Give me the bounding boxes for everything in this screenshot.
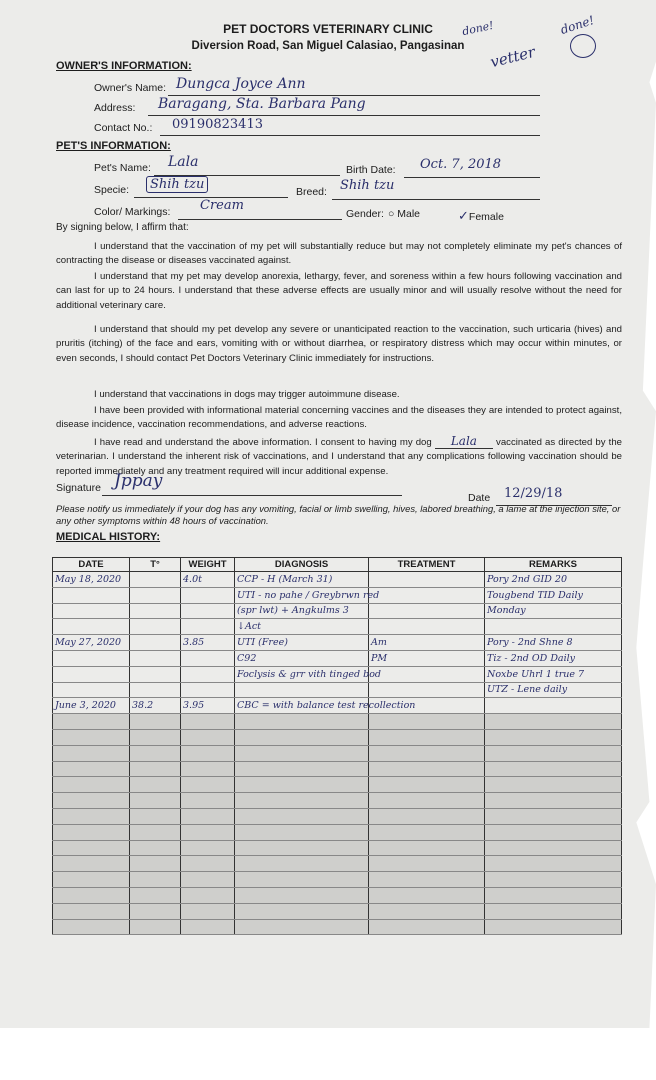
- table-cell: [130, 682, 181, 698]
- table-cell: [369, 824, 485, 840]
- table-cell: May 18, 2020: [53, 572, 130, 588]
- table-cell: Pory 2nd GID 20: [485, 572, 622, 588]
- consent-paragraph-4: I understand that vaccinations in dogs may trigger autoimmune disease.: [94, 389, 400, 400]
- table-cell: [369, 793, 485, 809]
- table-cell: [53, 666, 130, 682]
- medical-history-table: [52, 557, 622, 935]
- table-cell: [369, 729, 485, 745]
- table-cell: [130, 887, 181, 903]
- table-cell: Am: [369, 635, 485, 651]
- table-cell: [369, 872, 485, 888]
- table-cell: [53, 777, 130, 793]
- owner-contact-value: 09190823413: [172, 117, 263, 132]
- table-row: [53, 714, 622, 730]
- table-cell: [369, 682, 485, 698]
- table-cell: [181, 603, 235, 619]
- medical-section-title: MEDICAL HISTORY:: [56, 531, 161, 543]
- table-cell: UTI (Free): [235, 635, 369, 651]
- table-cell: May 27, 2020: [53, 635, 130, 651]
- table-cell: [130, 903, 181, 919]
- table-cell: [130, 840, 181, 856]
- table-cell: [369, 603, 485, 619]
- col-temp: T°: [130, 558, 181, 572]
- table-cell: [181, 729, 235, 745]
- margin-note-done-2: done!: [558, 13, 596, 37]
- consent-intro: By signing below, I affirm that:: [56, 222, 189, 233]
- table-cell: [485, 777, 622, 793]
- table-cell: [130, 650, 181, 666]
- owner-name-value: Dungca Joyce Ann: [176, 76, 306, 92]
- col-diagnosis: DIAGNOSIS: [235, 558, 369, 572]
- clinic-address: Diversion Road, San Miguel Calasiao, Pangasinan: [191, 40, 465, 52]
- specie-label: Specie:: [94, 184, 130, 196]
- breed-label: Breed:: [296, 186, 327, 198]
- table-cell: [181, 903, 235, 919]
- table-row: [53, 650, 622, 666]
- table-cell: [53, 856, 130, 872]
- table-cell: Pory - 2nd Shne 8: [485, 635, 622, 651]
- table-cell: [369, 572, 485, 588]
- table-row: [53, 887, 622, 903]
- table-cell: [485, 872, 622, 888]
- owner-section-title: OWNER'S INFORMATION:: [56, 60, 192, 72]
- table-cell: [369, 587, 485, 603]
- table-cell: C92: [235, 650, 369, 666]
- table-cell: [181, 887, 235, 903]
- table-cell: [53, 919, 130, 935]
- signature-label: Signature: [56, 482, 101, 494]
- table-cell: [369, 903, 485, 919]
- table-cell: [369, 666, 485, 682]
- table-cell: [181, 824, 235, 840]
- table-row: [53, 587, 622, 603]
- table-cell: [181, 666, 235, 682]
- color-label: Color/ Markings:: [94, 206, 171, 218]
- table-cell: [485, 619, 622, 635]
- owner-address-label: Address:: [94, 102, 136, 114]
- table-cell: [181, 745, 235, 761]
- birth-date-value: Oct. 7, 2018: [420, 157, 502, 172]
- gender-female-option: [458, 208, 504, 224]
- table-cell: Foclysis & grr vith tinged bod: [235, 666, 369, 682]
- table-cell: [53, 761, 130, 777]
- table-cell: [369, 887, 485, 903]
- table-cell: 38.2: [130, 698, 181, 714]
- table-cell: [130, 824, 181, 840]
- signature-value: Jppay: [114, 471, 163, 491]
- table-cell: UTZ - Lene daily: [485, 682, 622, 698]
- table-cell: PM: [369, 650, 485, 666]
- table-row: [53, 572, 622, 588]
- col-remarks: REMARKS: [485, 558, 622, 572]
- table-cell: ↓Act: [235, 619, 369, 635]
- circled-mark: [570, 34, 596, 58]
- table-cell: [53, 840, 130, 856]
- table-cell: [53, 587, 130, 603]
- gender-label: Gender:: [346, 208, 384, 220]
- table-row: [53, 698, 622, 714]
- table-cell: June 3, 2020: [53, 698, 130, 714]
- table-cell: [53, 650, 130, 666]
- table-row: [53, 793, 622, 809]
- table-cell: [369, 856, 485, 872]
- table-cell: [53, 729, 130, 745]
- table-cell: 3.95: [181, 698, 235, 714]
- table-cell: [485, 714, 622, 730]
- consent-paragraph-5: I have been provided with informational material concerning vaccines and the diseases they are intended to protect against, disease incidence, vaccination recommendations, and adverse reactions.: [56, 405, 622, 431]
- table-cell: [130, 745, 181, 761]
- table-row: [53, 729, 622, 745]
- table-cell: [130, 603, 181, 619]
- table-cell: Noxbe Uhrl 1 true 7: [485, 666, 622, 682]
- table-cell: [369, 777, 485, 793]
- table-cell: [53, 872, 130, 888]
- table-row: [53, 903, 622, 919]
- owner-name-label: Owner's Name:: [94, 82, 167, 94]
- table-cell: [130, 619, 181, 635]
- table-cell: [235, 793, 369, 809]
- table-cell: [181, 919, 235, 935]
- table-cell: [485, 761, 622, 777]
- table-cell: [130, 714, 181, 730]
- clinic-name: PET DOCTORS VETERINARY CLINIC: [223, 22, 433, 36]
- consent-dog-name: Lala: [435, 434, 493, 449]
- table-cell: [485, 856, 622, 872]
- table-row: [53, 872, 622, 888]
- date-value: 12/29/18: [504, 486, 563, 501]
- table-row: [53, 840, 622, 856]
- table-cell: [53, 619, 130, 635]
- col-treatment: TREATMENT: [369, 558, 485, 572]
- table-cell: UTI - no pahe / Greybrwn red: [235, 587, 369, 603]
- table-cell: [53, 903, 130, 919]
- table-cell: [181, 872, 235, 888]
- table-cell: [130, 572, 181, 588]
- table-cell: [369, 808, 485, 824]
- table-cell: [181, 650, 235, 666]
- consent-text-a: I have read and understand the above information. I consent to having my dog: [94, 437, 432, 448]
- table-cell: [485, 745, 622, 761]
- table-cell: [235, 761, 369, 777]
- table-cell: [235, 903, 369, 919]
- table-cell: [130, 777, 181, 793]
- table-cell: [130, 808, 181, 824]
- consent-paragraph-3: I understand that should my pet develop any severe or unanticipated reaction to the vaccination, such urticaria (hives) and pruritis (itching) of the face and ears, vomiting with or without diarrhea, or respiratory distress which may occur within minutes, or even seconds, I should contact Pet Doctors Veterinary Clinic immediately for instructions.: [56, 324, 622, 364]
- specie-value: Shih tzu: [146, 176, 208, 193]
- col-date: DATE: [53, 558, 130, 572]
- table-row: [53, 761, 622, 777]
- consent-paragraph-2: I understand that my pet may develop anorexia, lethargy, fever, and soreness within a few hours following vaccination and can last for up to 24 hours. I understand that these adverse effects are usually minor and will usually resolve without the need for additional veterinary care.: [56, 271, 622, 311]
- table-cell: CCP - H (March 31): [235, 572, 369, 588]
- table-cell: [235, 919, 369, 935]
- color-value: Cream: [200, 198, 244, 213]
- table-cell: [485, 808, 622, 824]
- table-cell: [369, 714, 485, 730]
- table-cell: [130, 793, 181, 809]
- consent-paragraph-1: I understand that the vaccination of my pet will substantially reduce but may not completely eliminate my pet's chances of contracting the disease or diseases vaccinated against.: [56, 241, 622, 267]
- table-cell: [53, 745, 130, 761]
- female-check-icon: ✓: [458, 208, 469, 223]
- table-cell: [485, 887, 622, 903]
- table-cell: [130, 872, 181, 888]
- table-cell: [181, 761, 235, 777]
- consent-text-b: vaccinated as directed by the veterinarian. I understand the inherent risk of vaccinations, and I understand that any complications following vaccination should be reported immediately and any treatment required will incur additional expense.: [56, 437, 622, 477]
- table-cell: [369, 919, 485, 935]
- table-cell: [53, 824, 130, 840]
- table-cell: [485, 824, 622, 840]
- table-cell: [235, 856, 369, 872]
- table-cell: [235, 840, 369, 856]
- table-cell: [181, 714, 235, 730]
- table-cell: [235, 777, 369, 793]
- table-cell: [235, 714, 369, 730]
- table-cell: 3.85: [181, 635, 235, 651]
- date-label: Date: [468, 492, 491, 504]
- notification-notice: Please notify us immediately if your dog has any vomiting, facial or limb swelling, hives, labored breathing, a lame at the injection site, or any other symptoms within 48 hours of vaccination.: [56, 503, 621, 526]
- table-cell: [130, 919, 181, 935]
- table-row: [53, 777, 622, 793]
- table-cell: [369, 619, 485, 635]
- table-cell: [485, 840, 622, 856]
- margin-note-done-1: done!: [460, 18, 495, 39]
- birth-date-label: Birth Date:: [346, 164, 396, 176]
- gender-male-option: ○ Male: [388, 208, 421, 220]
- table-cell: [485, 903, 622, 919]
- owner-contact-label: Contact No.:: [94, 122, 153, 134]
- table-cell: [130, 635, 181, 651]
- table-cell: [485, 698, 622, 714]
- table-cell: Monday: [485, 603, 622, 619]
- table-cell: [53, 603, 130, 619]
- table-cell: [53, 682, 130, 698]
- table-cell: [130, 761, 181, 777]
- table-row: [53, 619, 622, 635]
- table-cell: [130, 729, 181, 745]
- table-cell: CBC = with balance test recollection: [235, 698, 369, 714]
- pet-name-value: Lala: [168, 154, 199, 170]
- table-cell: [181, 840, 235, 856]
- owner-address-value: Baragang, Sta. Barbara Pang: [158, 96, 366, 112]
- table-cell: [235, 745, 369, 761]
- table-cell: [235, 808, 369, 824]
- table-cell: [53, 808, 130, 824]
- table-cell: [130, 856, 181, 872]
- table-cell: [369, 761, 485, 777]
- table-cell: [235, 824, 369, 840]
- table-row: [53, 824, 622, 840]
- table-cell: [53, 714, 130, 730]
- table-cell: [181, 856, 235, 872]
- table-cell: 4.0t: [181, 572, 235, 588]
- table-cell: (spr lwt) + Angkulms 3: [235, 603, 369, 619]
- col-weight: WEIGHT: [181, 558, 235, 572]
- table-row: [53, 745, 622, 761]
- table-cell: [235, 682, 369, 698]
- table-cell: [53, 887, 130, 903]
- table-row: [53, 666, 622, 682]
- table-cell: [485, 919, 622, 935]
- table-row: [53, 635, 622, 651]
- pet-name-label: Pet's Name:: [94, 162, 151, 174]
- table-row: [53, 919, 622, 935]
- pet-section-title: PET'S INFORMATION:: [56, 140, 171, 152]
- margin-note-vetter: vetter: [488, 42, 537, 72]
- table-row: [53, 603, 622, 619]
- table-cell: [235, 887, 369, 903]
- table-cell: [130, 666, 181, 682]
- table-cell: [181, 793, 235, 809]
- table-cell: [130, 587, 181, 603]
- table-cell: [235, 729, 369, 745]
- table-cell: [53, 793, 130, 809]
- table-cell: [485, 793, 622, 809]
- table-cell: [181, 808, 235, 824]
- table-cell: [485, 729, 622, 745]
- table-cell: [181, 777, 235, 793]
- table-cell: [181, 682, 235, 698]
- table-cell: [181, 619, 235, 635]
- table-cell: Tougbend TID Daily: [485, 587, 622, 603]
- table-row: [53, 808, 622, 824]
- table-row: [53, 682, 622, 698]
- table-cell: [235, 872, 369, 888]
- table-cell: [181, 587, 235, 603]
- breed-value: Shih tzu: [340, 178, 395, 193]
- table-cell: Tiz - 2nd OD Daily: [485, 650, 622, 666]
- gender-male-label: Male: [397, 208, 421, 220]
- table-cell: [369, 840, 485, 856]
- gender-female-label: Female: [468, 211, 504, 223]
- table-header-row: [53, 558, 622, 572]
- table-cell: [369, 745, 485, 761]
- table-row: [53, 856, 622, 872]
